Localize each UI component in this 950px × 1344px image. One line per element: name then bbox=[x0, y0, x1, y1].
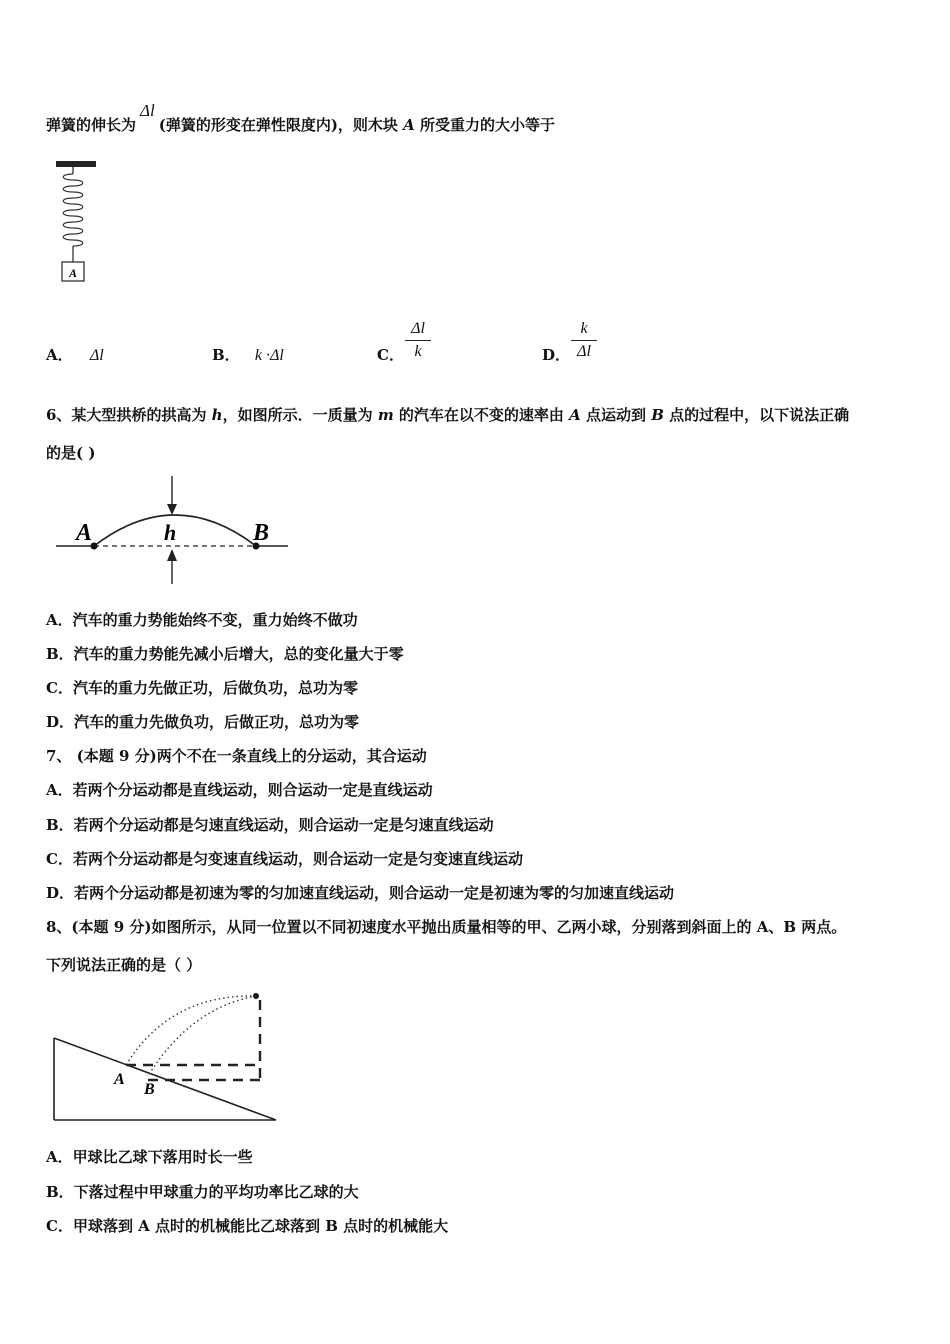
label-h: h bbox=[164, 520, 177, 545]
q8-stem-line2: 下列说法正确的是（ ） bbox=[46, 956, 202, 974]
q6-var-a: A bbox=[569, 406, 581, 424]
fraction-numerator: k bbox=[580, 320, 588, 337]
label-b: B bbox=[253, 520, 270, 546]
q7-option-c[interactable]: C．若两个分运动都是匀变速直线运动，则合运动一定是匀变速直线运动 bbox=[46, 850, 523, 868]
q7-option-a[interactable]: A．若两个分运动都是直线运动，则合运动一定是直线运动 bbox=[46, 781, 433, 799]
q5-option-c-fraction bbox=[403, 318, 433, 363]
spring-coil bbox=[63, 174, 83, 246]
q6-stem-line2: 的是( ) bbox=[46, 444, 96, 462]
option-letter: A． bbox=[46, 346, 73, 364]
q6-text-a: 6、某大型拱桥的拱高为 bbox=[46, 406, 212, 424]
q5-option-c[interactable] bbox=[377, 344, 404, 365]
q6-text-b: ，如图所示．一质量为 bbox=[222, 406, 378, 424]
q5-option-a[interactable] bbox=[46, 344, 104, 365]
intro-text-after: (弹簧的形变在弹性限度内)，则木块 bbox=[158, 116, 404, 134]
q6-option-a[interactable]: A．汽车的重力势能始终不变，重力始终不做功 bbox=[46, 611, 358, 629]
option-expr: k ·Δl bbox=[254, 347, 284, 364]
q8-option-b[interactable]: B．下落过程中甲球重力的平均功率比乙球的大 bbox=[46, 1183, 359, 1201]
q6-option-d[interactable]: D．汽车的重力先做负功，后做正功，总功为零 bbox=[46, 713, 360, 731]
label-a: A bbox=[114, 1071, 125, 1088]
spring-figure bbox=[50, 158, 110, 288]
label-a: A bbox=[76, 520, 93, 546]
q5-option-b[interactable] bbox=[212, 344, 284, 365]
q6-option-b[interactable]: B．汽车的重力势能先减小后增大，总的变化量大于零 bbox=[46, 645, 404, 663]
q6-var-m: m bbox=[377, 406, 394, 424]
ball-a-trajectory bbox=[126, 996, 256, 1065]
q6-text-c: 的汽车在以不变的速率由 bbox=[393, 406, 570, 424]
option-letter: D． bbox=[542, 346, 571, 364]
q7-stem: 7、 (本题 9 分)两个不在一条直线上的分运动，其合运动 bbox=[46, 747, 427, 765]
fraction-numerator: Δl bbox=[411, 320, 425, 337]
q6-text-d: 点运动到 bbox=[580, 406, 652, 424]
intro-var-a: A bbox=[403, 116, 415, 134]
bottom-arrow-head bbox=[167, 549, 177, 561]
q6-var-b: B bbox=[651, 406, 664, 424]
option-letter: B． bbox=[212, 346, 240, 364]
q5-option-d[interactable] bbox=[542, 344, 570, 365]
q6-option-c[interactable]: C．汽车的重力先做正功，后做负功，总功为零 bbox=[46, 679, 358, 697]
delta-l-symbol: Δl bbox=[140, 101, 155, 120]
q6-var-h: h bbox=[211, 406, 223, 424]
q8-option-a[interactable]: A．甲球比乙球下落用时长一些 bbox=[46, 1148, 253, 1166]
incline-projectile-figure bbox=[50, 988, 282, 1126]
intro-text-tail: 所受重力的大小等于 bbox=[414, 116, 556, 134]
fraction-denominator: k bbox=[414, 343, 422, 360]
q5-option-d-fraction bbox=[569, 318, 599, 363]
label-b: B bbox=[144, 1081, 155, 1098]
intro-line bbox=[46, 101, 556, 135]
q6-text-e: 点的过程中，以下说法正确 bbox=[663, 406, 850, 424]
top-arrow-head bbox=[167, 504, 177, 515]
q8-stem-line1: 8、(本题 9 分)如图所示，从同一位置以不同初速度水平抛出质量相等的甲、乙两小球，分别落到斜面上的 A、B 两点。 bbox=[46, 918, 847, 936]
q8-option-c[interactable]: C．甲球落到 A 点时的机械能比乙球落到 B 点时的机械能大 bbox=[46, 1217, 449, 1235]
fraction-denominator: Δl bbox=[577, 343, 591, 360]
intro-text-before: 弹簧的伸长为 bbox=[46, 116, 137, 134]
ceiling-hatch bbox=[56, 161, 96, 167]
q6-stem-line1 bbox=[46, 404, 849, 425]
option-expr: Δl bbox=[89, 347, 104, 364]
arch-bridge-figure bbox=[56, 474, 296, 586]
q7-option-b[interactable]: B．若两个分运动都是匀速直线运动，则合运动一定是匀速直线运动 bbox=[46, 816, 494, 834]
q7-option-d[interactable]: D．若两个分运动都是初速为零的匀加速直线运动，则合运动一定是初速为零的匀加速直线运动 bbox=[46, 884, 675, 902]
block-a-label: A bbox=[68, 266, 78, 280]
option-letter: C． bbox=[377, 346, 404, 364]
